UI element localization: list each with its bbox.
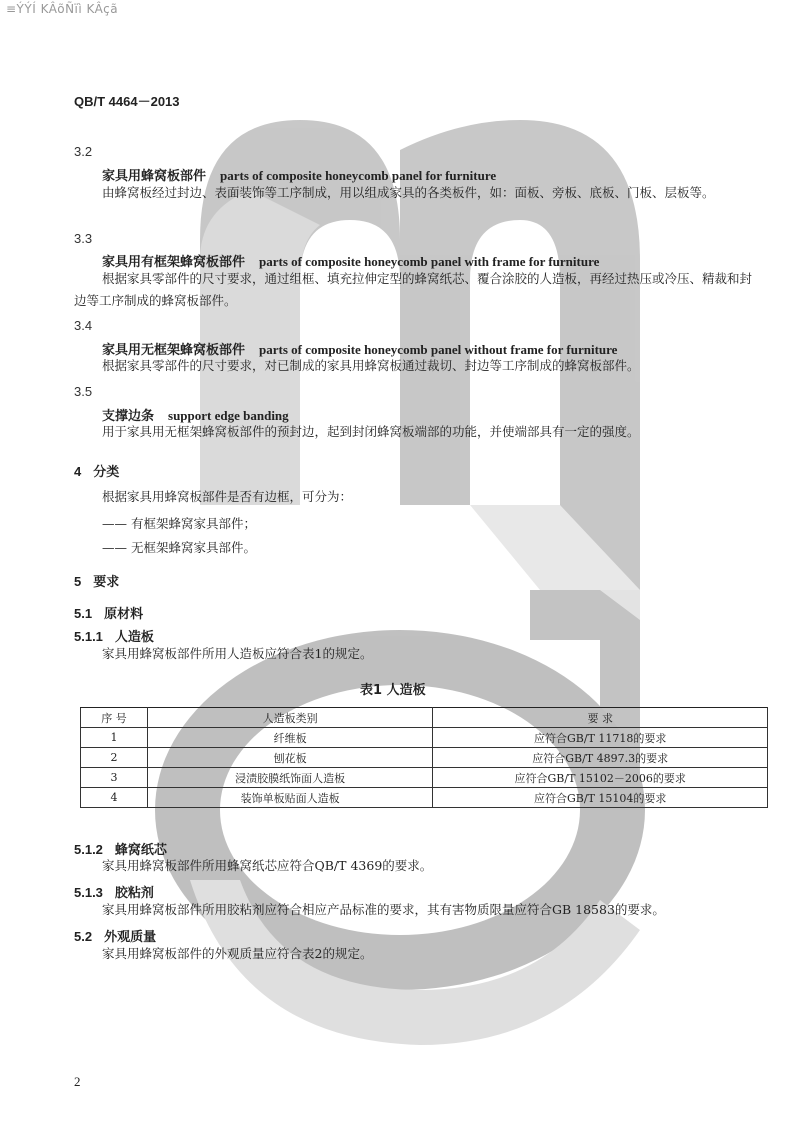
section-heading xyxy=(74,603,143,622)
section-number: 3.2 xyxy=(74,144,93,159)
section-heading xyxy=(74,461,119,480)
section-title: 蜂窝纸芯 xyxy=(114,843,167,858)
paragraph: 家具用蜂窝板部件所用人造板应符合表1的规定。 xyxy=(102,646,373,661)
column-header: 序 号 xyxy=(81,708,148,728)
section-number: 3.3 xyxy=(74,231,93,246)
section-heading xyxy=(74,571,119,590)
definition-text: 用于家具用无框架蜂窝板部件的预封边，起到封闭蜂窝板端部的功能，并使端部具有一定的强度。 xyxy=(102,424,640,439)
table-cell: 刨花板 xyxy=(147,748,433,768)
table-cell: 4 xyxy=(81,788,148,808)
paragraph: 家具用蜂窝板部件的外观质量应符合表2的规定。 xyxy=(102,946,373,961)
standard-code: QB/T 4464－2013 xyxy=(74,94,180,109)
section-title: 胶粘剂 xyxy=(114,886,154,901)
section-number: 3.5 xyxy=(74,384,93,399)
list-item: —— 无框架蜂窝家具部件。 xyxy=(102,540,256,555)
table-cell: 应符合GB/T 15104的要求 xyxy=(433,788,768,808)
section-title: 要求 xyxy=(93,575,120,590)
header-noise-text: ≡ÝÝÍ KÂõÑïì KÂçã xyxy=(6,2,119,16)
section-number: 5 xyxy=(74,574,82,589)
table-header-row xyxy=(81,708,768,728)
table-cell: 浸渍胶膜纸饰面人造板 xyxy=(147,768,433,788)
section-title: 分类 xyxy=(93,465,120,480)
table-cell: 应符合GB/T 11718的要求 xyxy=(433,728,768,748)
section-number: 5.1.3 xyxy=(74,885,103,900)
section-title: 原材料 xyxy=(104,607,144,622)
classification-intro: 根据家具用蜂窝板部件是否有边框，可分为： xyxy=(102,489,353,504)
section-title: 人造板 xyxy=(114,630,154,645)
term-en: support edge banding xyxy=(168,408,289,423)
definition-text: 根据家具零部件的尺寸要求，通过组框、填充拉伸定型的蜂窝纸芯、覆合涂胶的人造板，再经过热压或冷压、精裁和封边等工序制成的蜂窝板部件。 xyxy=(74,271,753,308)
table-row xyxy=(81,748,768,768)
definition-text: 由蜂窝板经过封边、表面装饰等工序制成，用以组成家具的各类板件，如：面板、旁板、底板、门板、层板等。 xyxy=(102,185,715,200)
term-zh: 家具用有框架蜂窝板部件 xyxy=(102,255,246,270)
paragraph: 家具用蜂窝板部件所用蜂窝纸芯应符合QB/T 4369的要求。 xyxy=(102,858,433,873)
table-cell: 2 xyxy=(81,748,148,768)
section-number: 5.2 xyxy=(74,929,93,944)
section-number: 4 xyxy=(74,464,82,479)
list-item: —— 有框架蜂窝家具部件； xyxy=(102,516,256,531)
section-number: 3.4 xyxy=(74,318,93,333)
table-cell: 应符合GB/T 15102－2006的要求 xyxy=(433,768,768,788)
table-row xyxy=(81,728,768,748)
table-1 xyxy=(80,707,768,808)
section-number: 5.1.1 xyxy=(74,629,103,644)
section-number: 5.1.2 xyxy=(74,842,103,857)
table-row xyxy=(81,788,768,808)
term-zh: 家具用蜂窝板部件 xyxy=(102,169,207,184)
table-cell: 纤维板 xyxy=(147,728,433,748)
term-en: parts of composite honeycomb panel with frame for furniture xyxy=(259,254,600,269)
section-title: 外观质量 xyxy=(104,930,157,945)
definition-text: 根据家具零部件的尺寸要求，对已制成的家具用蜂窝板通过裁切、封边等工序制成的蜂窝板部件。 xyxy=(102,358,640,373)
term-en: parts of composite honeycomb panel for furniture xyxy=(220,168,497,183)
table-cell: 应符合GB/T 4897.3的要求 xyxy=(433,748,768,768)
term-en: parts of composite honeycomb panel without frame for furniture xyxy=(259,342,618,357)
term-zh: 支撑边条 xyxy=(102,409,155,424)
table-cell: 3 xyxy=(81,768,148,788)
table-cell: 1 xyxy=(81,728,148,748)
table-row xyxy=(81,768,768,788)
section-number: 5.1 xyxy=(74,606,93,621)
paragraph: 家具用蜂窝板部件所用胶粘剂应符合相应产品标准的要求，其有害物质限量应符合GB 18583的要求。 xyxy=(102,902,665,917)
column-header: 人造板类别 xyxy=(147,708,433,728)
page-number: 2 xyxy=(74,1074,81,1089)
term-zh: 家具用无框架蜂窝板部件 xyxy=(102,343,246,358)
table-caption: 表1 人造板 xyxy=(360,683,426,698)
table-cell: 装饰单板贴面人造板 xyxy=(147,788,433,808)
column-header: 要 求 xyxy=(433,708,768,728)
